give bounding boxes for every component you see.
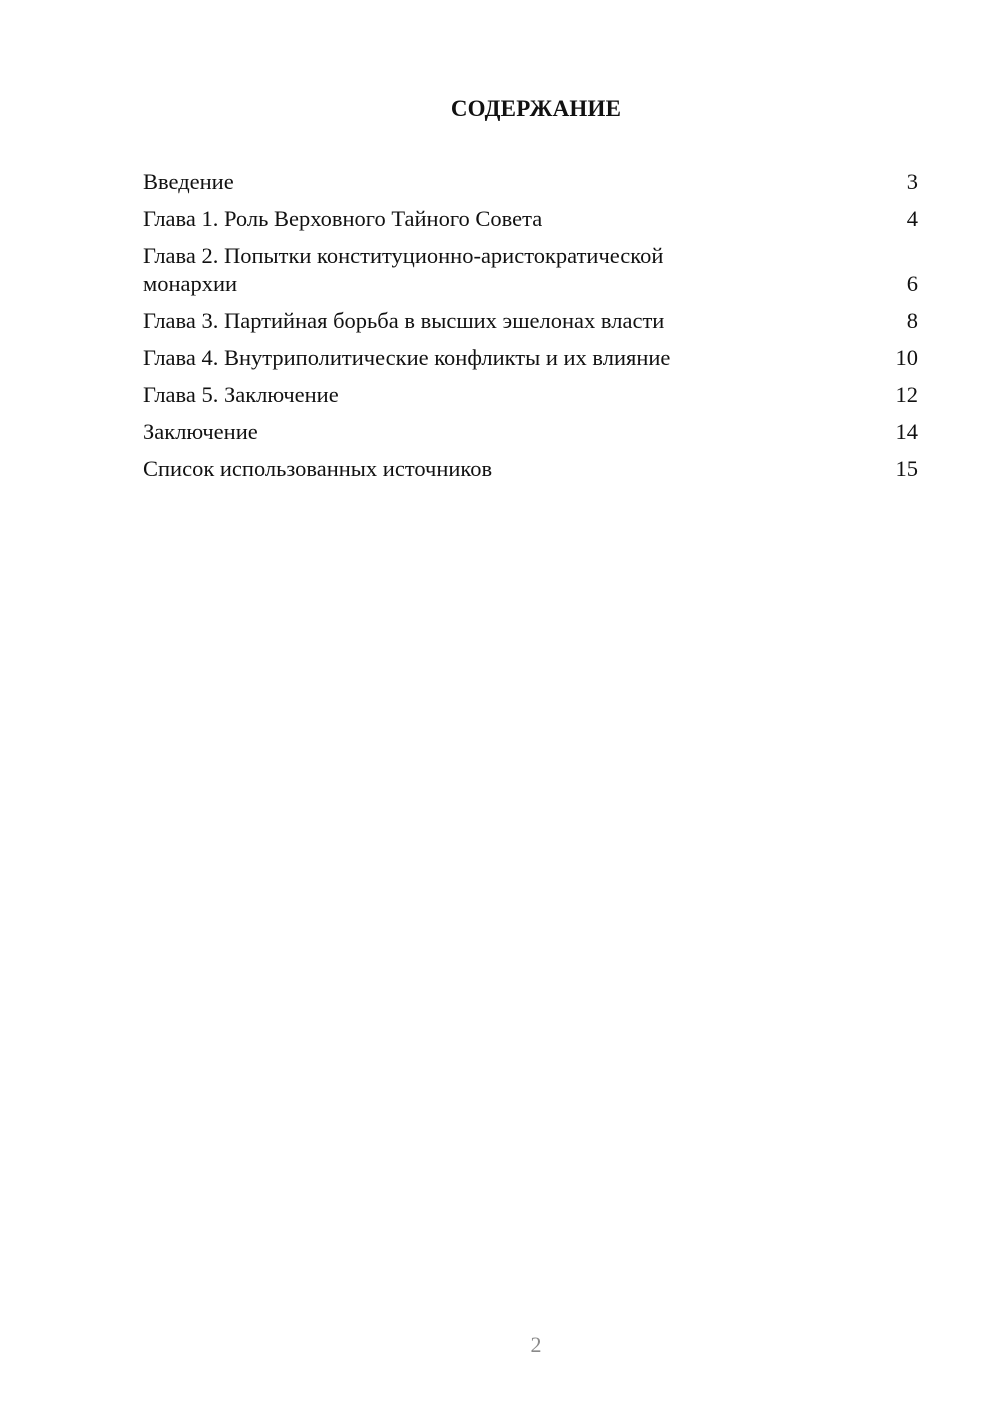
- toc-entry-title: Введение: [143, 169, 234, 194]
- page-number: 2: [530, 1332, 542, 1357]
- toc-entry-page: 14: [895, 419, 918, 444]
- toc-entry-title: Глава 1. Роль Верховного Тайного Совета: [143, 206, 543, 231]
- toc-entry-title: Глава 2. Попытки конституционно-аристократической монархии: [143, 243, 664, 296]
- toc-entry: [143, 381, 918, 409]
- toc-entry-page: 4: [906, 206, 918, 231]
- table-of-contents: [143, 168, 918, 492]
- toc-entry-title: Заключение: [143, 419, 258, 444]
- toc-entry: [143, 168, 918, 196]
- toc-entry-page: 6: [906, 271, 918, 296]
- toc-entry-title: Список использованных источников: [143, 456, 493, 481]
- toc-entry-title: Глава 3. Партийная борьба в высших эшелонах власти: [143, 308, 665, 333]
- toc-entry: [143, 307, 918, 335]
- toc-entry: [143, 418, 918, 446]
- page-title: СОДЕРЖАНИЕ: [450, 96, 622, 121]
- toc-entry: [143, 455, 918, 483]
- toc-entry-page: 3: [906, 169, 918, 194]
- toc-entry-title: Глава 4. Внутриполитические конфликты и их влияние: [143, 345, 671, 370]
- toc-entry-page: 10: [895, 345, 918, 370]
- toc-entry-title: Глава 5. Заключение: [143, 382, 339, 407]
- toc-entry: [143, 344, 918, 372]
- toc-entry: [143, 205, 918, 233]
- toc-entry-page: 12: [895, 382, 918, 407]
- toc-entry-page: 8: [906, 308, 918, 333]
- toc-entry: [143, 242, 918, 298]
- toc-entry-page: 15: [895, 456, 918, 481]
